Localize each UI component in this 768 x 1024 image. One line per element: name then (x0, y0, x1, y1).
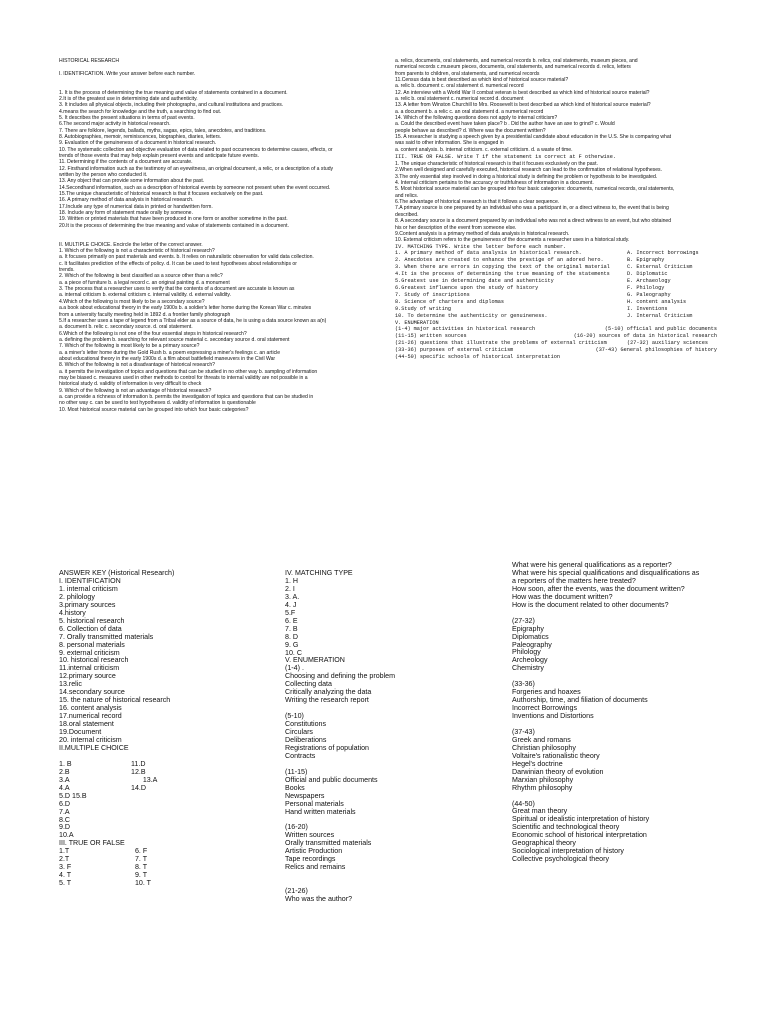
text-line: Registrations of population (285, 743, 369, 752)
enumeration-row (395, 347, 717, 354)
enumeration-row-right: (16-20) sources of data in historical research (573, 333, 717, 340)
text-line: 5.If a researcher uses a tape of legend from a Tribal elder as a source of data, he is using a data source known as a(n) (59, 317, 327, 324)
tf-answer-row-left: 2.T (59, 855, 70, 864)
mc-answer-row-left: 10.A (59, 831, 74, 840)
matching-row-left: 4.It is the process of determining the true meaning of the statements (395, 271, 610, 278)
enumeration-row-left: (33-36) purposes of external criticism (395, 347, 514, 354)
text-line: trends of those events that may help explain present events and anticipate future events. (59, 153, 259, 160)
text-line: 20.It is the process of determining the true meaning and value of statements contained in a document. (59, 222, 289, 229)
text-line: 16. A primary method of data analysis in historical research. (59, 197, 194, 204)
matching-row-right: A. Incorrect borrowings (627, 250, 699, 257)
matching-row-left: 3. When there are errors in copying the text of the original material (395, 264, 610, 271)
text-line: Books (285, 783, 305, 792)
text-line: 11. Determining if the contents of a document are accurate. (59, 159, 193, 166)
text-line: 3.The only essential step involved in doing a historical study is defining the problem or hypothesis to be investigated. (395, 173, 658, 180)
text-line: a. a miner's letter home during the Gold Rush b. a poem expressing a miner's feelings c. an article (59, 349, 281, 356)
text-line: Rhythm philosophy (512, 783, 573, 792)
text-line: Paleography (512, 640, 552, 649)
true-false-answers (59, 848, 259, 888)
text-line: 5. Most historical source material can be grouped into four basic categories: documents, numerical records, oral statements, (395, 186, 675, 193)
matching-section (395, 244, 717, 361)
enumeration-row-right: (5-10) official and public documents (604, 326, 717, 333)
tf-answer-row-right: 7. T (131, 855, 148, 864)
text-line: ANSWER KEY (Historical Research) (59, 569, 175, 577)
text-line: a. Could the described event have taken place? b . Did the author have an axe to grind? c. Would (395, 121, 615, 128)
text-line: 7.A primary source is one prepared by an individual who was a participant in, or a direct witness to, the event that is being (395, 205, 669, 212)
text-line: 14.Secondhand information, such as a description of historical events by someone not present when the event occurred. (59, 184, 331, 191)
text-line: a. relic b. oral statement c. numerical record d. document (395, 96, 524, 103)
mc-answer-row-right: 14.D (131, 783, 146, 792)
text-line: (5-10) (285, 712, 304, 721)
text-line: from parents to children, oral statements, and numerical records (395, 70, 540, 77)
text-line: no other way c. can be used to test hypotheses d. validity of information is questionable (59, 400, 256, 407)
text-line: (33-36) (512, 680, 535, 689)
mc-answer-row-left: 8.C (59, 815, 71, 824)
text-line: 2.It is of the greatest use in determining date and authenticity. (59, 95, 198, 102)
text-line: Collecting data (285, 680, 332, 689)
tf-answer-row (59, 880, 259, 888)
answer-key-column-2 (285, 570, 485, 904)
text-line: Voltaire's rationalistic theory (512, 751, 600, 760)
answer-key-1-lines (59, 570, 259, 753)
mc-answer-row-right: 11.D (131, 759, 146, 768)
mc-answer-row (59, 777, 259, 785)
mc-answer-row (59, 809, 259, 817)
text-line: a. document b. relic c. secondary source. d. oral statement. (59, 324, 193, 331)
text-line: II. MULTIPLE CHOICE. Encircle the letter of the correct answer. (59, 241, 203, 248)
blank-line (285, 880, 485, 888)
mc-answer-row (59, 824, 259, 832)
text-line: 12.primary source (59, 672, 116, 681)
tf-answer-row-right: 8. T (131, 863, 148, 872)
matching-row-right: I. Inventions (627, 305, 668, 312)
text-line: 10. Most historical source material can be grouped into which four basic categories? (59, 406, 249, 413)
text-line: 9. G (285, 640, 299, 649)
text-line: historical study d. validity of information is very difficult to check (59, 381, 202, 388)
text-line: 9. Which of the following is not an advantage of historical research? (59, 387, 212, 394)
matching-row-right: B. Epigraphy (627, 257, 665, 264)
multiple-choice-answers (59, 761, 259, 841)
text-line: 6.The advantage of historical research is that it follows a clear sequence. (395, 199, 560, 206)
text-line: Great man theory (512, 807, 568, 816)
matching-row-left: 1. A primary method of data analysis in historical research. (395, 250, 582, 257)
text-line: 11.internal criticism (59, 664, 120, 673)
mc-answer-row (59, 817, 259, 825)
text-line: Choosing and defining the problem (285, 672, 396, 681)
tf-answer-row (59, 864, 259, 872)
mc-answer-row-left: 1. B (59, 759, 72, 768)
text-line: IV. MATCHING TYPE (285, 569, 353, 577)
text-line: 11.Census data is best described as which kind of historical source material? (395, 77, 569, 84)
enumeration-title: V. ENUMERATION (395, 319, 439, 326)
text-line: 8. Autobiographies, memoir, reminiscences, biographies, diaries, letters. (59, 133, 222, 140)
text-line: people behave as described? d. Where was the document written? (395, 127, 546, 134)
text-line: Chemistry (512, 664, 544, 673)
text-line: Constitutions (285, 720, 327, 729)
blank-line (512, 673, 762, 681)
text-line: 9. external criticism (59, 648, 120, 657)
text-line: 13.relic (59, 680, 82, 689)
text-line: Scientific and technological theory (512, 823, 620, 832)
text-line: Inventions and Distortions (512, 712, 594, 721)
text-line: 2. philology (59, 592, 95, 601)
matching-row-right: F. Philology (627, 284, 665, 291)
mc-answer-row-left: 4.A (59, 783, 70, 792)
text-line: V. ENUMERATION (285, 656, 345, 665)
text-line: 15. A researcher is studying a speech given by a presidential candidate about education in the U.S. She is comparing what (395, 134, 672, 141)
matching-row-left: 2. Anecdotes are created to enhance the prestige of an adored hero. (395, 257, 604, 264)
text-line: Geographical theory (512, 839, 576, 848)
quiz-right-column (395, 58, 717, 361)
text-line: described. (395, 211, 419, 218)
text-line: 2. I (285, 584, 295, 593)
mc-answer-row-left: 9.D (59, 823, 71, 832)
matching-row-right: J. Internal Criticism (627, 312, 693, 319)
text-line: I. IDENTIFICATION. Write your answer before each number. (59, 70, 196, 77)
blank-line (512, 793, 762, 801)
text-line: 5. historical research (59, 616, 125, 625)
text-line: (11-15) (285, 767, 308, 776)
text-line: 1. Which of the following is not a characteristic of historical research? (59, 248, 215, 255)
matching-row (395, 299, 717, 306)
text-line: 2.When well designed and carefully executed, historical research can lead to the confirmation of relational hypotheses. (395, 167, 663, 174)
text-line: 17.numerical record (59, 712, 122, 721)
text-line: 7. B (285, 624, 298, 633)
tf-answer-row (59, 872, 259, 880)
text-line: 3. It includes all physical objects, including their photographs, and cultural institutions and practices. (59, 102, 284, 109)
text-line: 8. Which of the following is not a disadvantage of historical research? (59, 362, 216, 369)
blank-line (285, 761, 485, 769)
text-line: 3.primary sources (59, 600, 116, 609)
text-line: 8. D (285, 632, 299, 641)
text-line: a. content analysis. b. internal criticism. c. external criticism. d. a waste of time. (395, 146, 573, 153)
text-line: 18. Include any form of statement made orally by someone. (59, 210, 193, 217)
text-line: a. can provide a richness of information b. permits the investigation of topics and questions that can be studied in (59, 393, 314, 400)
text-line: Hand written materials (285, 807, 356, 816)
text-line: Tape recordings (285, 855, 336, 864)
enumeration-row (395, 326, 717, 333)
text-line: 4.Which of the following is most likely to be a secondary source? (59, 298, 205, 305)
text-line: 8. personal materials (59, 640, 125, 649)
enumeration-row (395, 333, 717, 340)
text-line: 12. An interview with a World War II combat veteran is best described as which kind of historical source material? (395, 89, 650, 96)
text-line: Relics and remains (285, 863, 346, 872)
matching-row (395, 257, 717, 264)
text-line: Archeology (512, 656, 548, 665)
text-line: a. relics, documents, oral statements, and numerical records b. relics, oral statements, museum pieces, and (395, 58, 638, 64)
text-line: a.a book about educational theory in the early 1900s b. a soldier's letter home during the Korean War c. minutes (59, 305, 312, 312)
text-line: What were his special qualifications and disqualifications as (512, 568, 700, 577)
text-line: 15. the nature of historical research (59, 696, 171, 705)
enumeration-row-left: (44-50) specific schools of historical interpretation (395, 354, 560, 361)
text-line: 3. The process that a researcher uses to verify that the contents of a document are accurate is known as (59, 286, 295, 293)
text-line: 17.Include any type of numerical data in printed or handwritten form. (59, 203, 213, 210)
true-false-answer-title: III. TRUE OR FALSE (59, 839, 125, 848)
text-line: 7. Which of the following is most likely to be a primary source? (59, 343, 200, 350)
text-line: 20. internal criticism (59, 736, 122, 745)
text-line: 7. Orally transmitted materials (59, 632, 154, 641)
text-line: Philology (512, 648, 541, 657)
text-line: 16. content analysis (59, 704, 122, 713)
text-line: 13. Any object that can provide some information about the past. (59, 178, 205, 185)
text-line: Written sources (285, 831, 335, 840)
mc-answer-row-left: 7.A (59, 807, 70, 816)
text-line: trends. (59, 267, 75, 274)
text-line: 10. historical research (59, 656, 129, 665)
text-line: 6. E (285, 616, 298, 625)
text-line: 3. A. (285, 592, 300, 601)
text-line: 1. The unique characteristic of historical research is that it focuses exclusively on the past. (395, 161, 598, 168)
tf-answer-row (59, 856, 259, 864)
mc-answer-row-left: 6.D (59, 799, 71, 808)
text-line: Greek and romans (512, 735, 571, 744)
enumeration-row (395, 354, 717, 361)
text-line: 6.Which of the following is not one of the four essential steps in historical research? (59, 330, 247, 337)
text-line: 4.history (59, 608, 86, 617)
text-line: a. internal criticism b. external criticism c. internal validity. d. external validity. (59, 292, 231, 299)
text-line: 15.The unique characteristic of historical research is that it focuses exclusively on the past. (59, 191, 264, 198)
text-line: 14. Which of the following questions does not apply to internal criticism? (395, 115, 558, 122)
quiz-right-lines (395, 58, 717, 153)
blank-line (285, 872, 485, 880)
text-line: (27-32) (512, 616, 535, 625)
tf-answer-row-left: 5. T (59, 879, 72, 888)
text-line: written by the person who conducted it. (59, 172, 148, 179)
text-line: Epigraphy (512, 624, 544, 633)
text-line: Personal materials (285, 799, 344, 808)
mc-answer-row (59, 793, 259, 801)
enumeration-rows (395, 326, 717, 361)
text-line: Circulars (285, 728, 313, 737)
matching-row (395, 313, 717, 320)
text-line: Hegel's doctrine (512, 759, 563, 768)
text-line: II.MULTIPLE CHOICE (59, 743, 129, 752)
text-line: Collective psychological theory (512, 855, 609, 864)
text-line: 10. The systematic collection and objective evaluation of data related to past occurrences to determine causes, effects, or (59, 146, 333, 153)
tf-answer-row (59, 848, 259, 856)
text-line: Contracts (285, 751, 316, 760)
text-line: his or her description of the event from someone else. (395, 224, 517, 231)
text-line: Diplomatics (512, 632, 549, 641)
text-line: numerical records c.museum pieces, documents, oral statements, and numerical records d. relics, letters (395, 64, 631, 71)
text-line: 4. J (285, 600, 297, 609)
text-line: 10. C (285, 648, 302, 657)
text-line: (1-4) . (285, 664, 304, 673)
enumeration-row-right: (27-32) auxiliary sciences (627, 340, 708, 347)
text-line: Newspapers (285, 791, 325, 800)
text-line: was said to other information. She is engaged in (395, 140, 504, 147)
enumeration-row-left: (21-26) questions that illustrate the problems of external criticism (395, 340, 607, 347)
text-line: Marxian philosophy (512, 775, 574, 784)
text-line: 19.Document (59, 728, 102, 737)
text-line: 5.F (285, 608, 296, 617)
blank-line (285, 817, 485, 825)
enumeration-row (395, 340, 717, 347)
text-line: a. it permits the investigation of topics and questions that can be studied in no other way b. sampling of information (59, 368, 318, 375)
enumeration-row-left: (11-15) written sources (395, 333, 467, 340)
text-line: Spiritual or idealistic interpretation of history (512, 815, 650, 824)
text-line: Sociological interpretation of history (512, 847, 624, 856)
text-line: How is the document related to other documents? (512, 600, 669, 609)
text-line: Writing the research report (285, 696, 369, 705)
text-line: Official and public documents (285, 775, 378, 784)
mc-answer-row (59, 769, 259, 777)
text-line: 14.secondary source (59, 688, 125, 697)
mc-answer-row-left: 2.B (59, 767, 70, 776)
matching-row-right: D. Diplomatic (627, 271, 668, 278)
text-line: (21-26) (285, 887, 308, 896)
text-line: a. relic b. document c. oral statement d. numerical record (395, 83, 524, 90)
text-line: How soon, after the events, was the document written? (512, 584, 685, 593)
text-line: Incorrect Borrowings (512, 704, 578, 713)
text-line: (16-20) (285, 823, 308, 832)
matching-row-left: 9.Study of writing (395, 305, 452, 312)
text-line: may be biased c. measures used in other methods to control for threats to internal validity are not possible in a (59, 374, 308, 381)
text-line: 12. Firsthand information such as the testimony of an eyewitness, an original document, a relic, or a description of a study (59, 165, 334, 172)
text-line: and relics. (395, 192, 419, 199)
text-line: How was the document written? (512, 592, 613, 601)
blank-line (512, 721, 762, 729)
text-line: 7. There are folklore, legends, ballads, myths, sagas, epics, tales, anecdotes, and traditions. (59, 127, 267, 134)
matching-row (395, 292, 717, 299)
text-line: a. It focuses primarily on past materials and events. b. It relies on naturalistic observation for valid data collection. (59, 254, 314, 261)
tf-answer-row-left: 1.T (59, 847, 70, 856)
text-line: a. defining the problem b. searching for relevant source material c. secondary source d. oral statement (59, 336, 290, 343)
text-line: about educational theory in the early 1900s d. a film about battlefield maneuvers in the Civil War (59, 355, 276, 362)
text-line: 13. A letter from Winston Churchill to Mrs. Roosevelt is best described as which kind of historical source material? (395, 102, 651, 109)
matching-row-left: 6.Greatest influence upon the study of history (395, 284, 539, 291)
enumeration-row-left: (1-4) major activities in historical research (395, 326, 536, 333)
matching-row (395, 285, 717, 292)
matching-rows (395, 250, 717, 319)
tf-answer-row-right: 10. T (131, 879, 151, 888)
text-line: 1. It is the process of determining the true meaning and value of statements contained in a document. (59, 89, 288, 96)
answer-key-column-1 (59, 570, 259, 888)
matching-row-left: 10. To determine the authenticity or genuineness. (395, 312, 548, 319)
text-line: 6. Collection of data (59, 624, 122, 633)
text-line: 4.means the search for knowledge and the truth, a searching to find out. (59, 108, 222, 115)
mc-answer-row (59, 761, 259, 769)
true-false-title: III. TRUE OR FALSE. Write T if the statement is correct at F otherwise. (395, 154, 617, 161)
mc-answer-row-right: 12.B (131, 767, 146, 776)
text-line: a. a piece of furniture b. a legal record c. an original painting d. a monument (59, 279, 230, 286)
matching-title: IV. MATCHING TYPE. Write the letter before each number. (395, 243, 567, 250)
blank-line (512, 610, 762, 618)
matching-row (395, 306, 717, 313)
text-line: 18.oral statement (59, 720, 114, 729)
enumeration-row-right: (37-43) General philosophies of history (595, 347, 717, 354)
text-line: a reporters of the matters here treated? (512, 576, 636, 585)
blank-line (285, 705, 485, 713)
text-line: 6.The second major activity in historical research. (59, 121, 171, 128)
matching-row-right: H. content analysis (627, 298, 687, 305)
mc-answer-row-left: 5.D 15.B (59, 791, 87, 800)
answer-key-3-lines (512, 562, 762, 864)
tf-answer-row-left: 4. T (59, 871, 72, 880)
answer-key-column-3 (512, 562, 762, 864)
text-line: 2. Which of the following is best classified as a source other than a relic? (59, 273, 223, 280)
text-line: 9. Evaluation of the genuineness of a document in historical research. (59, 140, 217, 147)
matching-row-left: 8. Science of charters and diplomas (395, 298, 504, 305)
text-line: Forgeries and hoaxes (512, 688, 581, 697)
text-line: Artistic Production (285, 847, 343, 856)
text-line: 1. internal criticism (59, 584, 118, 593)
text-line: (44-50) (512, 799, 535, 808)
true-false-section (395, 154, 717, 161)
text-line: 10. External criticism refers to the genuineness of the documents a researcher uses in a historical study. (395, 237, 630, 244)
text-line: 8. A secondary source is a document prepared by an individual who was not a direct witness to an event, but who obtained (395, 218, 672, 225)
mc-answer-row (59, 785, 259, 793)
text-line: I. IDENTIFICATION (59, 576, 121, 585)
text-line: 5. It describes the present situations in terms of past events. (59, 114, 195, 121)
quiz-left-lines (59, 58, 381, 413)
mc-answer-row-right: 13.A (131, 775, 158, 784)
text-line: Christian philosophy (512, 743, 576, 752)
text-line: from a university faculty meeting held in 1892 d. a frontier family photograph (59, 311, 231, 318)
tf-answer-row-right: 9. T (131, 871, 148, 880)
tf-answer-row-left: 3. F (59, 863, 72, 872)
mc-answer-row (59, 801, 259, 809)
matching-row-right: E. Archaeology (627, 278, 671, 285)
true-false-lines (395, 161, 717, 243)
matching-row (395, 250, 717, 257)
text-line: Orally transmitted materials (285, 839, 372, 848)
text-line: 4. Internal criticism pertains to the accuracy or truthfulness of information in a document. (395, 180, 594, 187)
text-line: c. It facilitates prediction of the effects of policy. d. It can be used to test hypotheses about relationships or (59, 260, 297, 267)
answer-key-2-lines (285, 570, 485, 904)
matching-row-right: G. Paleography (627, 291, 671, 298)
text-line: Who was the author? (285, 895, 353, 903)
text-line: a. a document b. a relic c. an oral statement d. a numerical record (395, 108, 544, 115)
matching-row-left: 7. Study of inscriptions (395, 291, 470, 298)
text-line: Authorship, time, and filiation of documents (512, 696, 648, 705)
text-line: 9.Content analysis is a primary method of data analysis in historical research. (395, 230, 570, 237)
matching-row (395, 264, 717, 271)
text-line: Darwinian theory of evolution (512, 767, 604, 776)
quiz-left-column (59, 58, 381, 413)
matching-row (395, 278, 717, 285)
mc-answer-row-left: 3.A (59, 775, 70, 784)
text-line: Deliberations (285, 736, 327, 744)
text-line: 19. Written or printed materials that have been produced in one form or another sometime in the past. (59, 216, 288, 223)
text-line: 1. H (285, 576, 299, 585)
text-line: Economic school of historical interpretation (512, 831, 647, 840)
matching-row (395, 271, 717, 278)
text-line: (37-43) (512, 727, 535, 736)
text-line: What were his general qualifications as a reporter? (512, 561, 672, 569)
matching-row-left: 5.Greatest use in determining date and authenticity (395, 278, 554, 285)
matching-row-right: C. External Criticism (627, 264, 693, 271)
tf-answer-row-right: 6. F (131, 847, 148, 856)
text-line: HISTORICAL RESEARCH (59, 58, 120, 64)
text-line: Critically analyzing the data (285, 688, 372, 697)
